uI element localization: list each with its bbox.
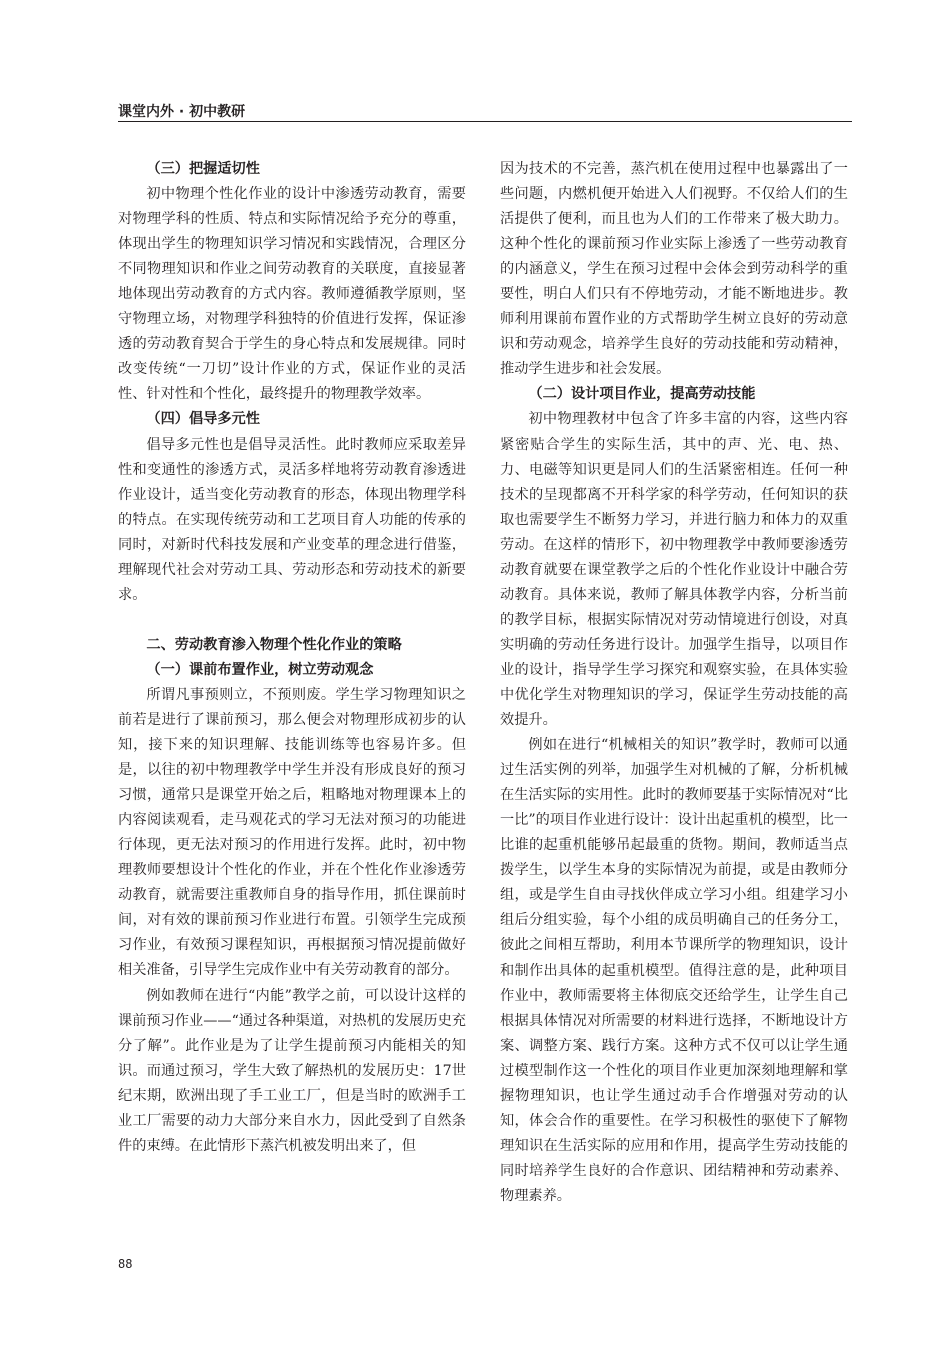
paragraph-two-two-b: 例如在进行“机械相关的知识”教学时，教师可以通过生活实例的列举，加强学生对机械的了解，分析机械在生活实际的实用性。此时的教师要基于实际情况对“比一比”的项目作业进行设计：设计出起重机的模型，比一比谁的起重机能够吊起最重的货物。期间，教师适当点拨学生，以学生本身的实际情况为前提，或是由教师分组，或是学生自由寻找伙伴成立学习小组。组建学习小组后分组实验，每个小组的成员明确自己的任务分工，彼此之间相互帮助，利用本节课所学的物理知识，设计和制作出具体的起重机模型。值得注意的是，此种项目作业中，教师需要将主体彻底交还给学生，让学生自己根据具体情况对所需要的材料进行选择，不断地设计方案、调整方案、践行方案。这种方式不仅可以让学生通过模型制作这一个性化的项目作业更加深刻地理解和掌握物理知识，也让学生通过动手合作增强对劳动的认知，体会合作的重要性。在学习积极性的驱使下了解物理知识在生活实际的应用和作用，提高学生劳动技能的同时培养学生良好的合作意识、团结精神和劳动素养、物理素养。 bbox=[500, 737, 848, 1204]
right-column bbox=[500, 157, 848, 1209]
paragraph-four: 倡导多元性也是倡导灵活性。此时教师应采取差异性和变通性的渗透方式，灵活多样地将劳动教育渗透进作业设计，适当变化劳动教育的形态，体现出物理学科的特点。在实现传统劳动和工艺项目育人功能的传承的同时，对新时代科技发展和产业变革的理念进行借鉴，理解现代社会对劳动工具、劳动形态和劳动技术的新要求。 bbox=[118, 436, 466, 603]
page-number: 88 bbox=[118, 1257, 133, 1271]
paragraph-two-one-a: 所谓凡事预则立，不预则废。学生学习物理知识之前若是进行了课前预习，那么便会对物理形成初步的认知，接下来的知识理解、技能训练等也容易许多。但是，以往的初中物理教学中学生并没有形成良好的预习习惯，通常只是课堂开始之后，粗略地对物理课本上的内容阅读观看，走马观花式的学习无法对预习的功能进行体现，更无法对预习的作用进行发挥。此时，初中物理教师要想设计个性化的作业，并在个性化作业渗透劳动教育，就需要注重教师自身的指导作用，抓住课前时间，对有效的课前预习作业进行布置。引领学生完成预习作业，有效预习课程知识，再根据预习情况提前做好相关准备，引导学生完成作业中有关劳动教育的部分。 bbox=[118, 686, 466, 979]
left-column bbox=[118, 157, 466, 1159]
section-two-title: 二、劳动教育渗入物理个性化作业的策略 bbox=[146, 636, 402, 653]
running-header: 课堂内外 · 初中教研 bbox=[118, 104, 246, 120]
header-rule bbox=[118, 121, 852, 122]
heading-four: （四）倡导多元性 bbox=[146, 411, 260, 428]
paragraph-two-two-a: 初中物理教材中包含了许多丰富的内容，这些内容紧密贴合学生的实际生活，其中的声、光、电、热、力、电磁等知识更是同人们的生活紧密相连。任何一种技术的呈现都离不开科学家的科学劳动，任何知识的获取也需要学生不断努力学习，并进行脑力和体力的双重劳动。在这样的情形下，初中物理教学中教师要渗透劳动教育就要在课堂教学之后的个性化作业设计中融合劳动教育。具体来说，教师了解具体教学内容，分析当前的教学目标，根据实际情况对劳动情境进行创设，对真实明确的劳动任务进行设计。加强学生指导，以项目作业的设计，指导学生学习探究和观察实验，在具体实验中优化学生对物理知识的学习，保证学生劳动技能的高效提升。 bbox=[500, 411, 848, 729]
paragraph-three: 初中物理个性化作业的设计中渗透劳动教育，需要对物理学科的性质、特点和实际情况给予充分的尊重，体现出学生的物理知识学习情况和实践情况，合理区分不同物理知识和作业之间劳动教育的关联度，直接显著地体现出劳动教育的方式内容。教师遵循教学原则，坚守物理立场，对物理学科独特的价值进行发挥，保证渗透的劳动教育契合于学生的身心特点和发展规律。同时改变传统“一刀切”设计作业的方式，保证作业的灵活性、针对性和个性化，最终提升的物理教学效率。 bbox=[118, 186, 466, 403]
heading-two-two: （二）设计项目作业，提高劳动技能 bbox=[528, 386, 756, 403]
heading-two-one: （一）课前布置作业，树立劳动观念 bbox=[146, 661, 374, 678]
paragraph-continued: 因为技术的不完善，蒸汽机在使用过程中也暴露出了一些问题，内燃机便开始进入人们视野。不仅给人们的生活提供了便利，而且也为人们的工作带来了极大助力。这种个性化的课前预习作业实际上渗透了一些劳动教育的内涵意义，学生在预习过程中会体会到劳动科学的重要性，明白人们只有不停地劳动，才能不断地进步。教师利用课前布置作业的方式帮助学生树立良好的劳动意识和劳动观念，培养学生良好的劳动技能和劳动精神，推动学生进步和社会发展。 bbox=[500, 161, 848, 378]
paragraph-two-one-b: 例如教师在进行“内能”教学之前，可以设计这样的课前预习作业——“通过各种渠道，对热机的发展历史充分了解”。此作业是为了让学生提前预习内能相关的知识。而通过预习，学生大致了解热机的发展历史：17世纪末期，欧洲出现了手工业工厂，但是当时的欧洲手工业工厂需要的动力大部分来自水力，因此受到了自然条件的束缚。在此情形下蒸汽机被发明出来了，但 bbox=[118, 987, 466, 1154]
heading-three: （三）把握适切性 bbox=[146, 161, 260, 177]
